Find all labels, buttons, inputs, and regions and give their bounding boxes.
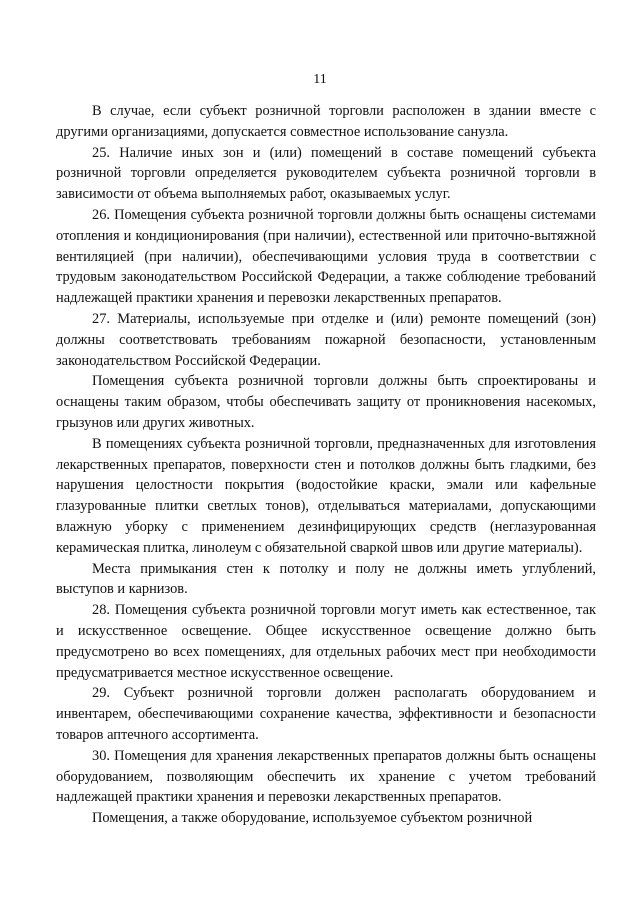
paragraph-item-26: 26. Помещения субъекта розничной торговли должны быть оснащены системами отопления и кондиционирования (при наличии), естественной или приточно-вытяжной вентиляцией (при наличии), обеспечивающими условия труда в соответствии с трудовым законодательством Российской Федерации, а также соблюдение требований надлежащей практики хранения и перевозки лекарственных препаратов.	[56, 206, 596, 307]
paragraph-wall-surfaces: В помещениях субъекта розничной торговли, предназначенных для изготовления лекарственных препаратов, поверхности стен и потолков должны быть гладкими, без нарушения целостности покрытия (водостойкие краски, эмали или кафельные глазурованные плитки светлых тонов), отделываться материалами, допускающими влажную уборку с применением дезинфицирующих средств (неглазурованная керамическая плитка, линолеум с обязательной сваркой швов или другие материалы).	[56, 435, 596, 556]
paragraph-item-29: 29. Субъект розничной торговли должен располагать оборудованием и инвентарем, обеспечивающими сохранение качества, эффективности и безопасности товаров аптечного ассортимента.	[56, 685, 596, 743]
paragraph-item-28: 28. Помещения субъекта розничной торговли могут иметь как естественное, так и искусственное освещение. Общее искусственное освещение должно быть предусмотрено во всех помещениях, для отдельных рабочих мест при необходимости предусматривается местное искусственное освещение.	[56, 602, 596, 681]
paragraph-item-30: 30. Помещения для хранения лекарственных препаратов должны быть оснащены оборудованием, позволяющим обеспечить их хранение с учетом требований надлежащей практики хранения и перевозки лекарственных препаратов.	[56, 747, 596, 806]
paragraph-shared-restroom: В случае, если субъект розничной торговли расположен в здании вместе с другими организациями, допускается совместное использование санузла.	[56, 103, 596, 140]
paragraph-equipment-continued: Помещения, а также оборудование, используемое субъектом розничной	[92, 810, 533, 827]
document-body	[56, 101, 596, 829]
paragraph-wall-junctions: Места примыкания стен к потолку и полу не должны иметь углублений, выступов и карнизов.	[56, 560, 596, 598]
paragraph-pest-protection: Помещения субъекта розничной торговли должны быть спроектированы и оснащены таким образом, чтобы обеспечивать защиту от проникновения насекомых, грызунов или других животных.	[56, 373, 596, 431]
page-number: 11	[313, 72, 327, 87]
paragraph-item-27: 27. Материалы, используемые при отделке и (или) ремонте помещений (зон) должны соответствовать требованиям пожарной безопасности, установленным законодательством Российской Федерации.	[56, 310, 596, 369]
paragraph-item-25: 25. Наличие иных зон и (или) помещений в составе помещений субъекта розничной торговли определяется руководителем субъекта розничной торговли в зависимости от объема выполняемых работ, оказываемых услуг.	[56, 144, 596, 203]
